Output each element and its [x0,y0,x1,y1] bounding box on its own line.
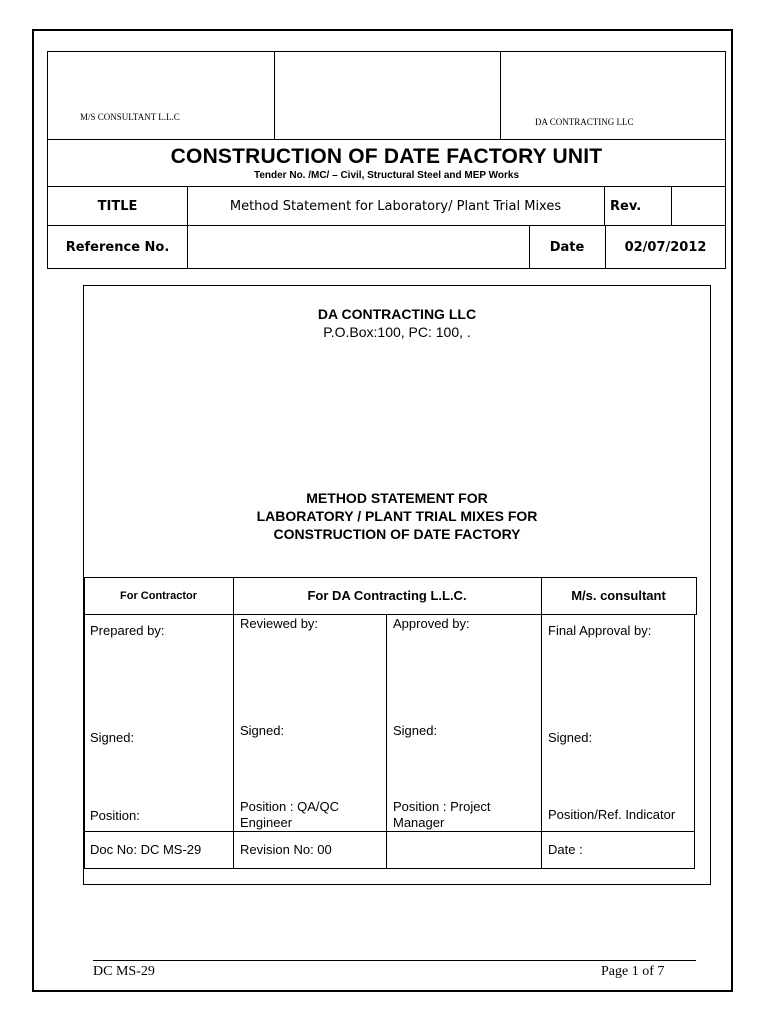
position-ref-indicator: Position/Ref. Indicator [548,807,676,822]
doc-no: Doc No: DC MS-29 [90,842,202,857]
revision-no: Revision No: 00 [240,842,332,857]
date-value: 02/07/2012 [624,239,707,255]
table-border-right-top [696,577,697,615]
position-label-1: Position: [90,808,140,823]
table-last-row-divider [84,831,695,832]
footer-page-number: Page 1 of 7 [601,964,665,979]
head-consultant: M/s. consultant [571,588,666,603]
statement-line-2: LABORATORY / PLANT TRIAL MIXES FOR [256,508,538,524]
consultant-name: M/S CONSULTANT L.L.C [80,112,180,122]
footer-rule [93,960,696,961]
prepared-by-label: Prepared by: [90,623,165,638]
approved-by-label: Approved by: [393,616,470,631]
position-pm-line-1: Position : Project [393,799,491,814]
table-border-bottom [84,868,695,869]
final-approval-label: Final Approval by: [548,623,652,638]
title-label: TITLE [48,187,188,225]
signed-label-1: Signed: [90,730,135,745]
head-da-contracting: For DA Contracting L.L.C. [307,588,467,603]
date-label: Date [529,226,606,268]
signature-table [84,577,697,869]
position-qaqc-line-2: Engineer [240,815,293,830]
rev-label: Rev. [604,187,672,225]
header-title-row [47,139,726,187]
header-logo-row [47,51,726,140]
signed-label-4: Signed: [548,730,593,745]
cover-address: P.O.Box:100, PC: 100, . [323,324,471,340]
reference-row [47,226,726,269]
footer-doc-code: DC MS-29 [93,964,155,979]
logo-cell [274,52,501,139]
reviewed-by-label: Reviewed by: [240,616,319,631]
table-border-top [84,577,697,578]
table-col-divider-1 [233,577,234,869]
position-pm-line-2: Manager [393,815,445,830]
consultant-cell [48,52,275,139]
title-row [47,187,726,226]
signed-label-3: Signed: [393,723,438,738]
rev-value [665,187,726,225]
head-contractor: For Contractor [120,590,197,602]
statement-line-1: METHOD STATEMENT FOR [306,490,488,506]
signed-label-2: Signed: [240,723,285,738]
project-title: CONSTRUCTION OF DATE FACTORY UNIT [170,145,603,168]
position-qaqc-line-1: Position : QA/QC [240,799,339,814]
date-field-label: Date : [548,842,583,857]
tender-line: Tender No. /MC/ – Civil, Structural Steel and MEP Works [253,170,520,181]
cover-company: DA CONTRACTING LLC [317,306,477,322]
reference-value [187,226,530,268]
table-header-divider [84,614,697,615]
table-col-divider-3 [541,577,542,869]
contractor-name: DA CONTRACTING LLC [535,117,634,127]
table-col-divider-2 [386,614,387,869]
title-value: Method Statement for Laboratory/ Plant Trial Mixes [187,187,605,225]
reference-label: Reference No. [48,226,188,268]
table-border-right [694,614,695,869]
statement-line-3: CONSTRUCTION OF DATE FACTORY [273,526,521,542]
table-border-left [84,577,85,869]
